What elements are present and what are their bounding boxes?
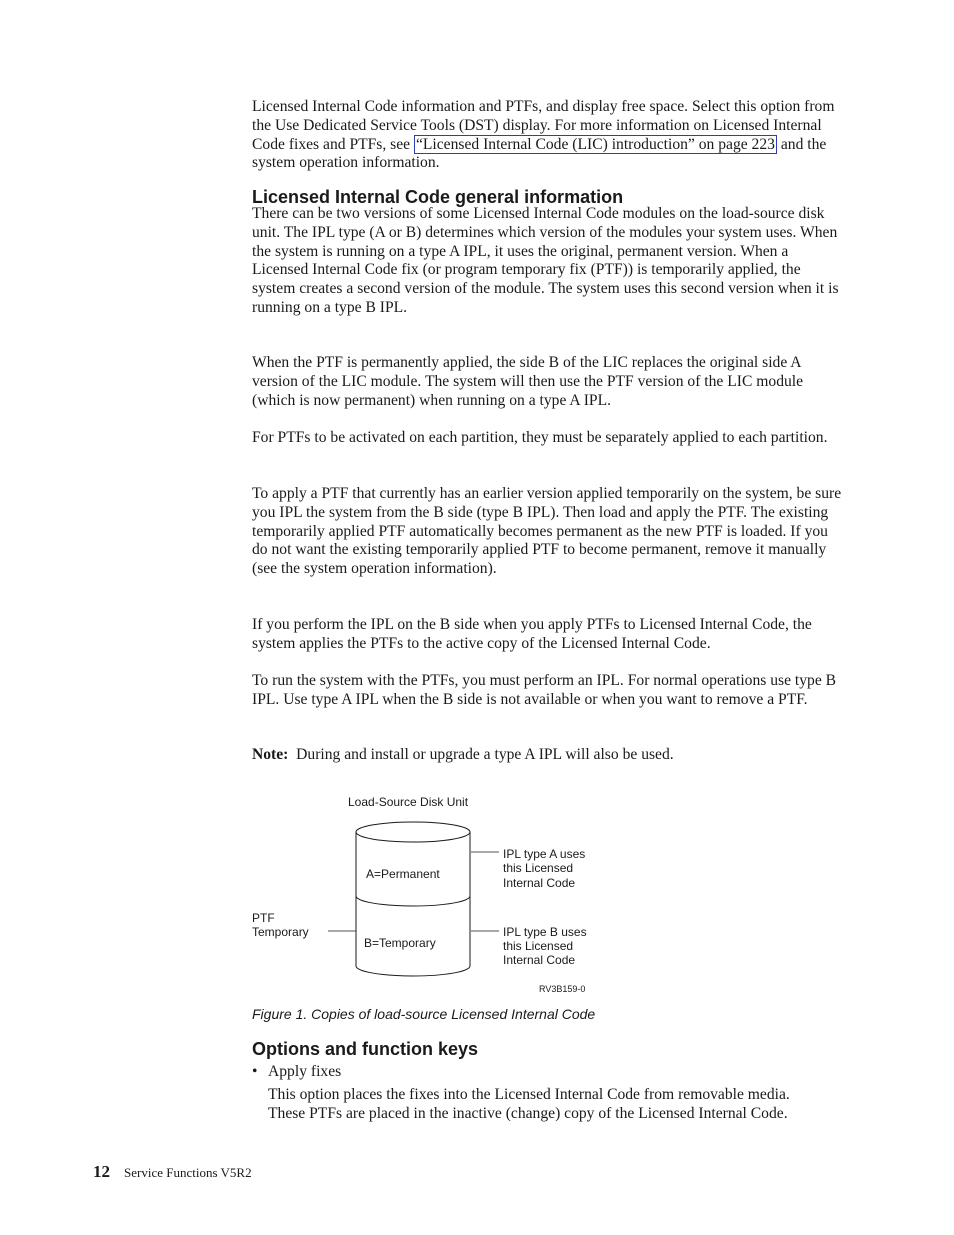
paragraph-two-versions: There can be two versions of some Licensed Internal Code modules on the load-source disk unit. The IPL type (A or B) determines which version of the modules your system uses. When the system is running on a type A IPL, it uses the original, permanent version. When a Licensed Internal Code fix (or program temporary fix (PTF)) is temporarily applied, the system creates a second version of the module. The system uses this second version when it is running on a type B IPL.	[252, 205, 839, 316]
list-item-description: This option places the fixes into the Licensed Internal Code from removable media. These PTFs are placed in the inactive (change) copy of the Licensed Internal Code.	[268, 1086, 790, 1122]
list-item-title: Apply fixes	[268, 1063, 342, 1080]
page-footer	[93, 1163, 252, 1182]
diagram-title: Load-Source Disk Unit	[348, 795, 469, 809]
intro-text: Licensed Internal Code information and PTFs, and display free space. Select this option from the Use Dedicated Service Tools (DST) display. For more information on Licensed Internal Code fixes and PTFs, see	[252, 98, 835, 153]
paragraph-permanently-applied: When the PTF is permanently applied, the side B of the LIC replaces the original side A version of the LIC module. The system will then use the PTF version of the LIC module (which is now permanent) when running on a type A IPL.	[252, 354, 804, 409]
section-heading-options: Options and function keys	[252, 1039, 479, 1059]
ipl-type-b-label: IPL type B uses this Licensed Internal Code	[503, 925, 587, 967]
intro-paragraph	[252, 98, 844, 173]
paragraph-ipl-b-side: If you perform the IPL on the B side when you apply PTFs to Licensed Internal Code, the system applies the PTFs to the active copy of the Licensed Internal Code.	[252, 616, 812, 652]
note-paragraph	[252, 746, 844, 765]
note-text: During and install or upgrade a type A IPL will also be used.	[296, 746, 674, 763]
intro-text-end: and the system operation information.	[252, 135, 827, 172]
paragraph-partitions: For PTFs to be activated on each partition, they must be separately applied to each partition.	[252, 429, 828, 446]
figure-code: RV3B159-0	[539, 984, 586, 994]
side-a-label: A=Permanent	[366, 867, 440, 881]
ptf-temporary-label: PTF Temporary	[252, 911, 309, 939]
side-b-label: B=Temporary	[364, 936, 436, 950]
ipl-type-a-label: IPL type A uses this Licensed Internal Code	[503, 847, 586, 890]
disk-cylinder-icon	[356, 822, 470, 976]
note-label: Note:	[252, 746, 289, 763]
page-number: 12	[93, 1162, 110, 1181]
paragraph-apply-ptf: To apply a PTF that currently has an earlier version applied temporarily on the system, be sure you IPL the system from the B side (type B IPL). Then load and apply the PTF. The existing temporarily applied PTF automatically becomes permanent as the new PTF is loaded. If you do not want the existing temporarily applied PTF to become permanent, remove it manually (see the system operation information).	[252, 485, 842, 578]
footer-title: Service Functions V5R2	[124, 1165, 252, 1180]
section-heading-lic-general: Licensed Internal Code general information	[252, 187, 624, 207]
figure-caption: Figure 1. Copies of load-source Licensed Internal Code	[252, 1006, 596, 1022]
list-item-apply-fixes	[252, 1063, 341, 1082]
paragraph-run-system: To run the system with the PTFs, you must perform an IPL. For normal operations use type B IPL. Use type A IPL when the B side is not available or when you want to remove a PTF.	[252, 672, 837, 708]
bullet-icon: •	[252, 1063, 258, 1080]
load-source-disk-diagram	[240, 790, 620, 1005]
lic-introduction-link[interactable]: “Licensed Internal Code (LIC) introduction” on page 223	[415, 135, 775, 153]
